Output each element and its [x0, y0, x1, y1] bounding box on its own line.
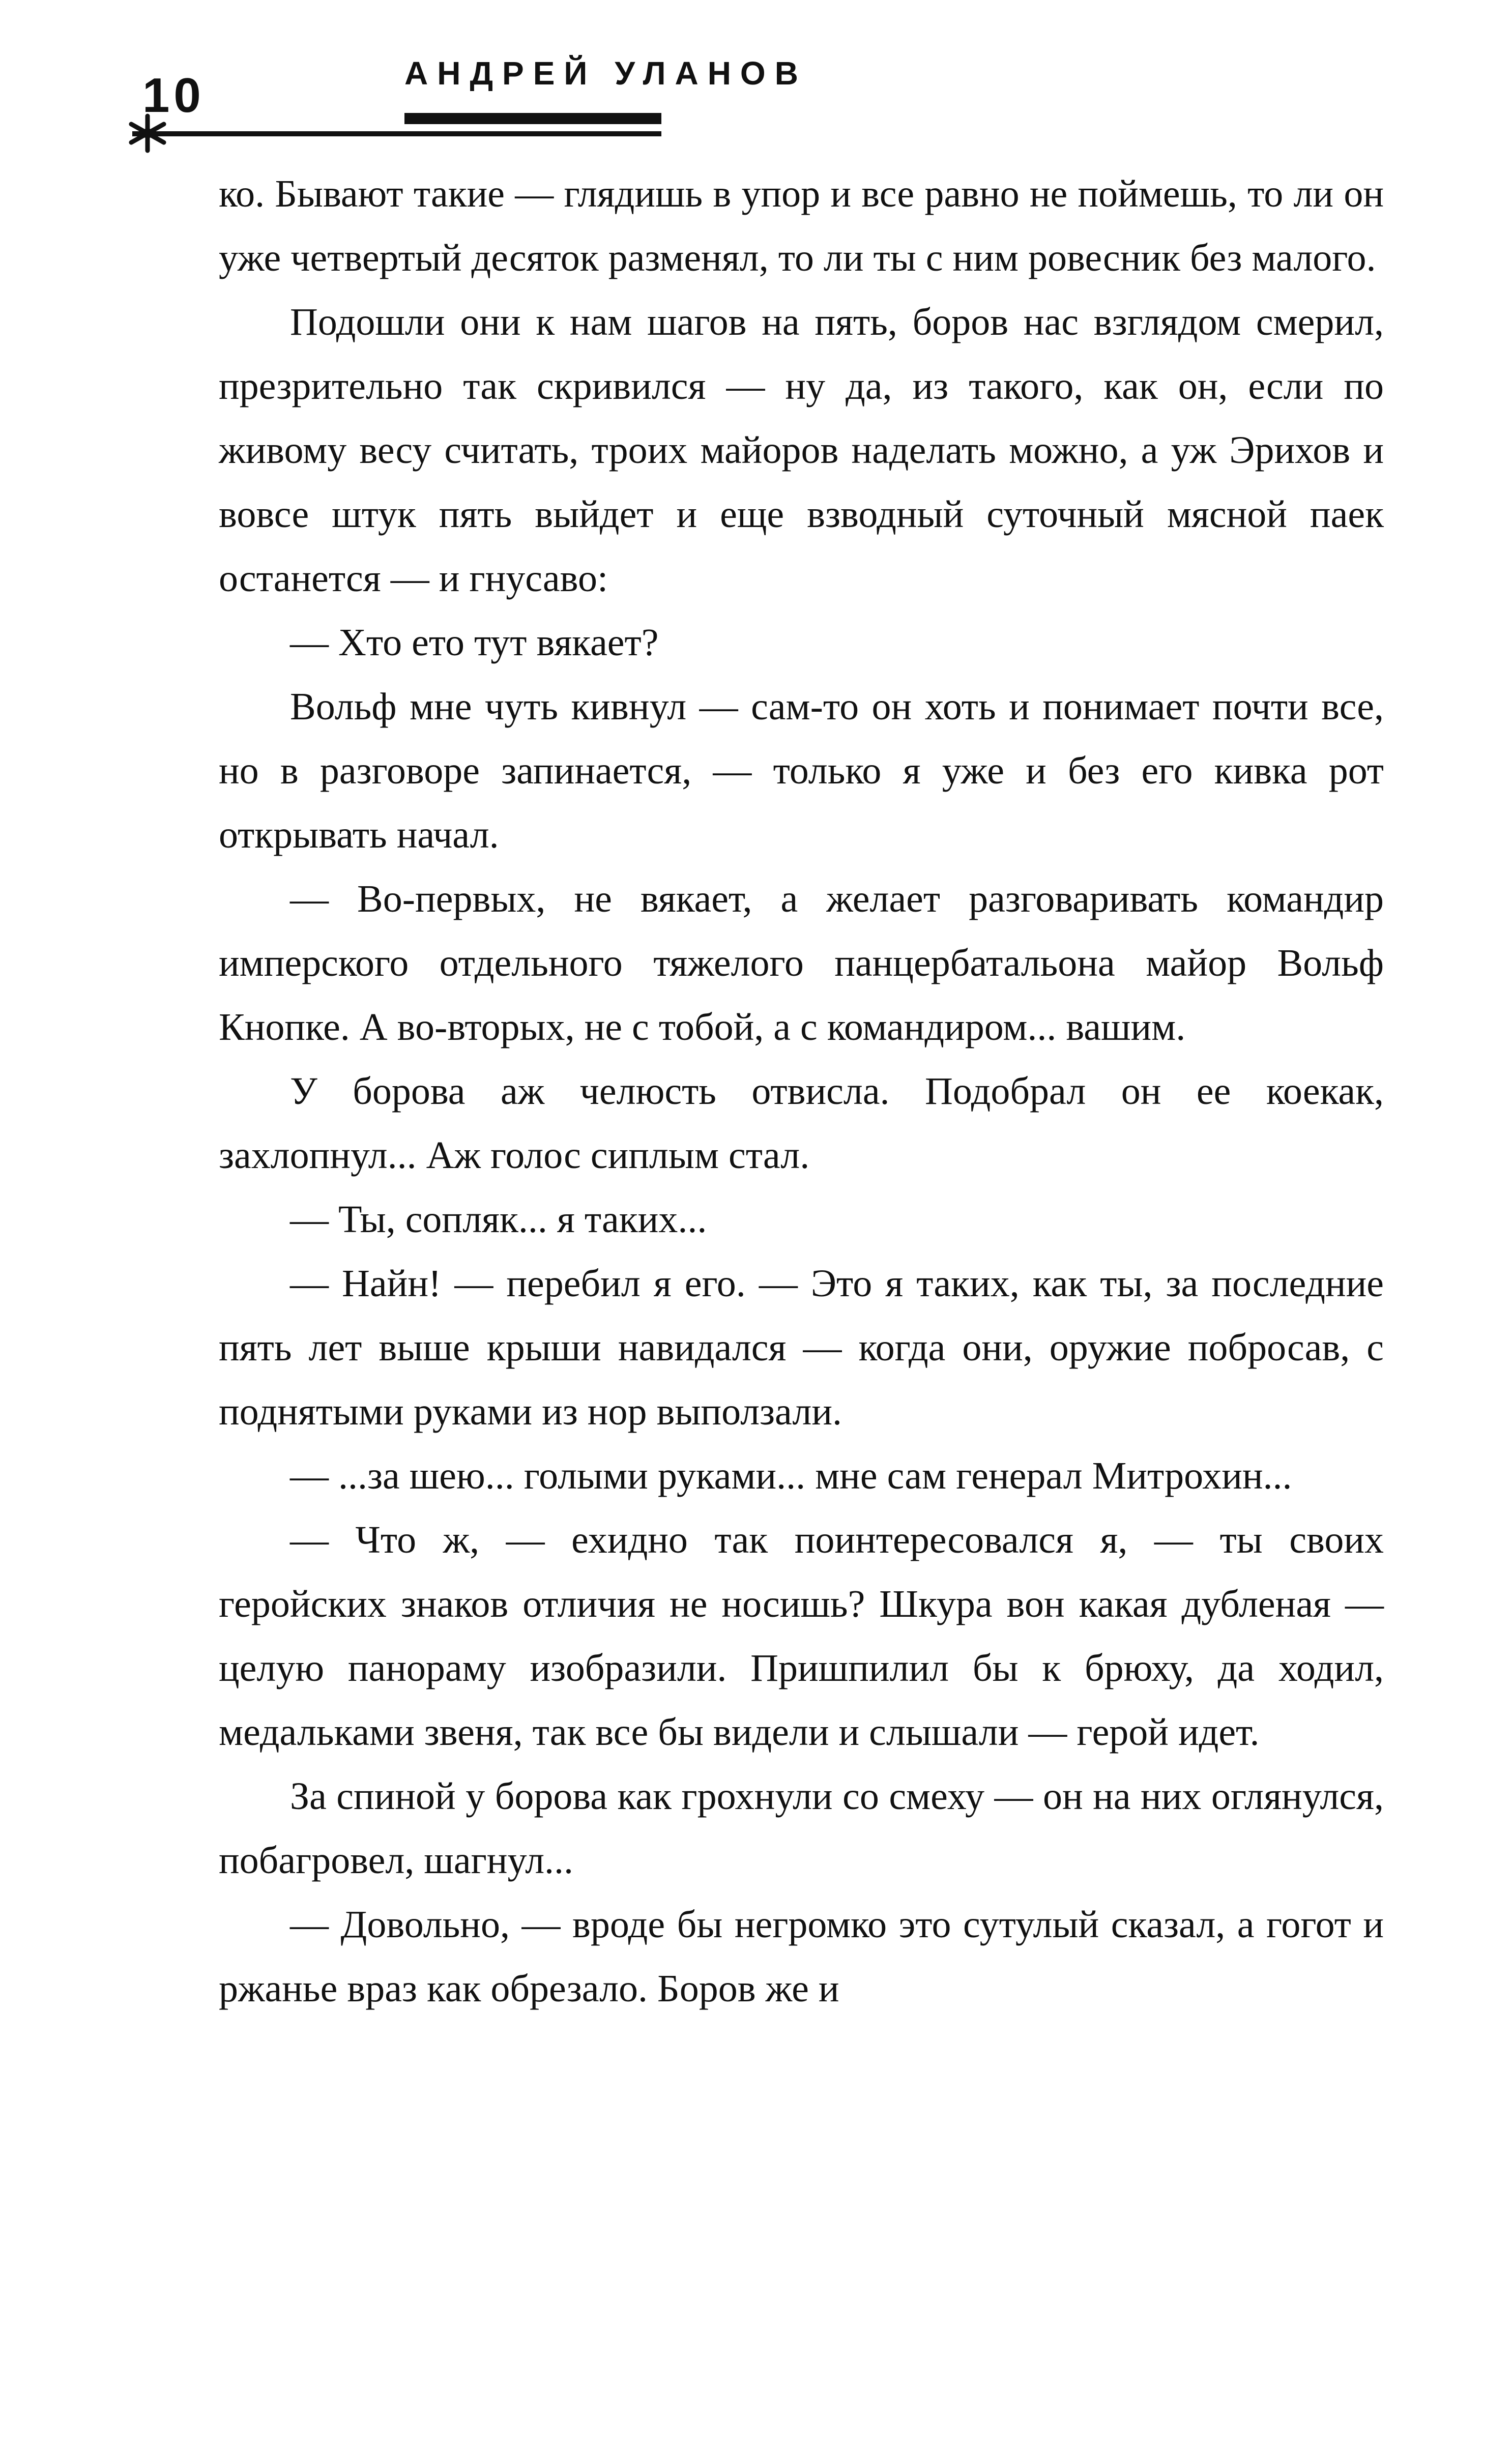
page-number: 10 [142, 68, 205, 123]
paragraph: — Довольно, — вроде бы негромко это сутулый сказал, а гогот и ржанье враз как обрезало. Боров же и [219, 1903, 1384, 2010]
header-rule [132, 131, 661, 136]
paragraph: ко. Бывают такие — глядишь в упор и все равно не поймешь, то ли он уже четвертый десяток разменял, то ли ты с ним ровесник без малого. [219, 172, 1384, 279]
paragraph: У борова аж челюсть отвисла. Подобрал он ее коекак, захлопнул... Аж голос сиплым стал. [219, 1070, 1384, 1177]
paragraph: Подошли они к нам шагов на пять, боров нас взглядом смерил, презрительно так скривился — ну да, из такого, как он, если по живому весу считать, троих майоров наделать можно, а уж Эрихов и вовсе штук пять выйдет и еще взводный суточный мясной паек останется — и гнусаво: [219, 301, 1384, 600]
paragraph: — Хто ето тут вякает? [290, 621, 659, 664]
paragraph: — Что ж, — ехидно так поинтересовался я, — ты своих геройских знаков отличия не носишь? Шкура вон какая дубленая — целую панораму изобразили. Пришпилил бы к брюху, да ходил, медальками звеня, так все бы видели и слышали — герой идет. [219, 1519, 1384, 1754]
paragraph: — Ты, сопляк... я таких... [290, 1198, 707, 1241]
body-text [219, 162, 1384, 2021]
paragraph: — ...за шею... голыми руками... мне сам генерал Митрохин... [290, 1454, 1292, 1497]
paragraph: — Найн! — перебил я его. — Это я таких, как ты, за последние пять лет выше крыши навидался — когда они, оружие побросав, с поднятыми руками из нор выползали. [219, 1262, 1384, 1433]
paragraph: — Во-первых, не вякает, а желает разговаривать командир имперского отдельного тяжелого панцербатальона майор Вольф Кнопке. А во-вторых, не с тобой, а с командиром... вашим. [219, 878, 1384, 1048]
paragraph: Вольф мне чуть кивнул — сам-то он хоть и понимает почти все, но в разговоре запинается, — только я уже и без его кивка рот открывать начал. [219, 685, 1384, 856]
paragraph: За спиной у борова как грохнули со смеху — он на них оглянулся, побагровел, шагнул... [219, 1775, 1384, 1882]
header-rule-thick [404, 113, 661, 124]
running-head-author: АНДРЕЙ УЛАНОВ [404, 55, 807, 92]
